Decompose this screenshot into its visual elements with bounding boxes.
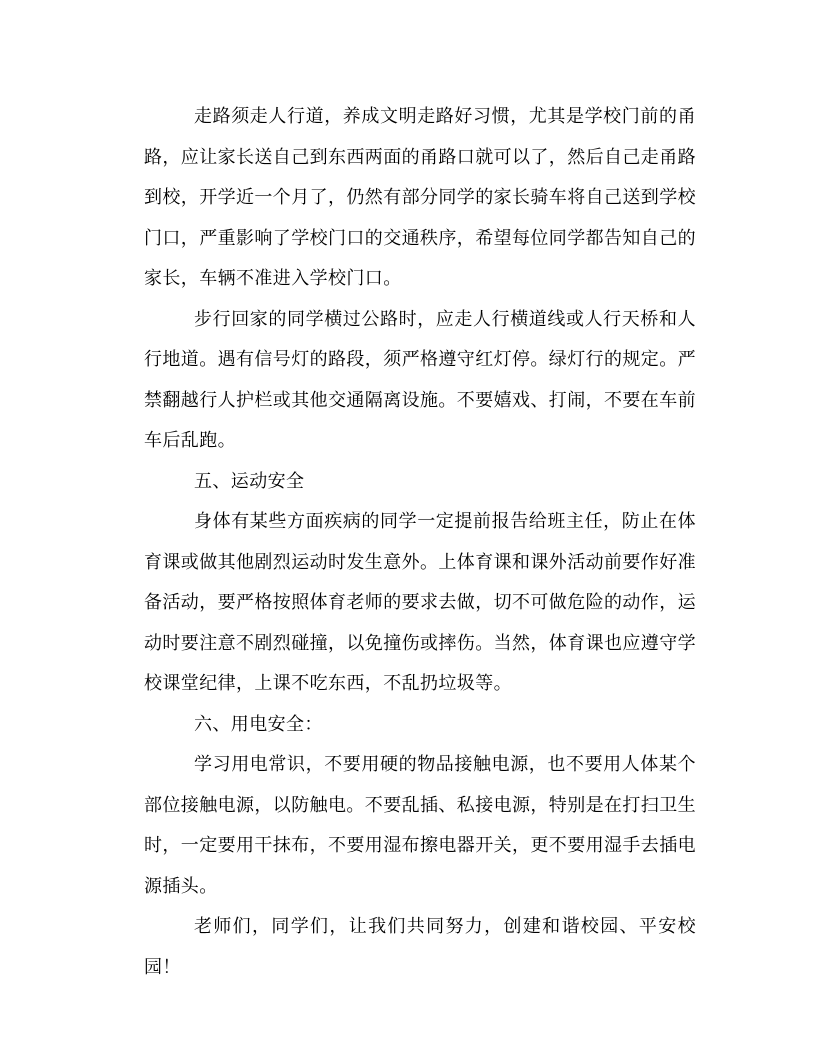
document-body xyxy=(144,97,696,988)
section-heading-sports-safety: 五、运动安全 xyxy=(194,470,305,492)
paragraph-sidewalk: 走路须走人行道，养成文明走路好习惯，尤其是学校门前的甬路，应让家长送自己到东西两面的甬路口就可以了，然后自己走甬路到校，开学近一个月了，仍然有部分同学的家长骑车将自己送到学校门口，严重影响了学校门口的交通秩序，希望每位同学都告知自己的家长，车辆不准进入学校门口。 xyxy=(144,106,696,289)
section-heading-electric-safety: 六、用电安全： xyxy=(194,713,323,735)
paragraph-electric-safety: 学习用电常识，不要用硬的物品接触电源，也不要用人体某个部位接触电源，以防触电。不要乱插、私接电源，特别是在打扫卫生时，一定要用干抹布，不要用湿布擦电器开关，更不要用湿手去插电源插头。 xyxy=(144,754,696,897)
paragraph-sports-safety: 身体有某些方面疾病的同学一定提前报告给班主任，防止在体育课或做其他剧烈运动时发生意外。上体育课和课外活动前要作好准备活动，要严格按照体育老师的要求去做，切不可做危险的动作，运动时要注意不剧烈碰撞，以免撞伤或摔伤。当然，体育课也应遵守学校课堂纪律，上课不吃东西，不乱扔垃圾等。 xyxy=(144,511,696,694)
paragraph-closing: 老师们，同学们，让我们共同努力，创建和谐校园、平安校园！ xyxy=(144,916,696,978)
paragraph-crossing: 步行回家的同学横过公路时，应走人行横道线或人行天桥和人行地道。遇有信号灯的路段，须严格遵守红灯停。绿灯行的规定。严禁翻越行人护栏或其他交通隔离设施。不要嬉戏、打闹，不要在车前车后乱跑。 xyxy=(144,308,696,451)
